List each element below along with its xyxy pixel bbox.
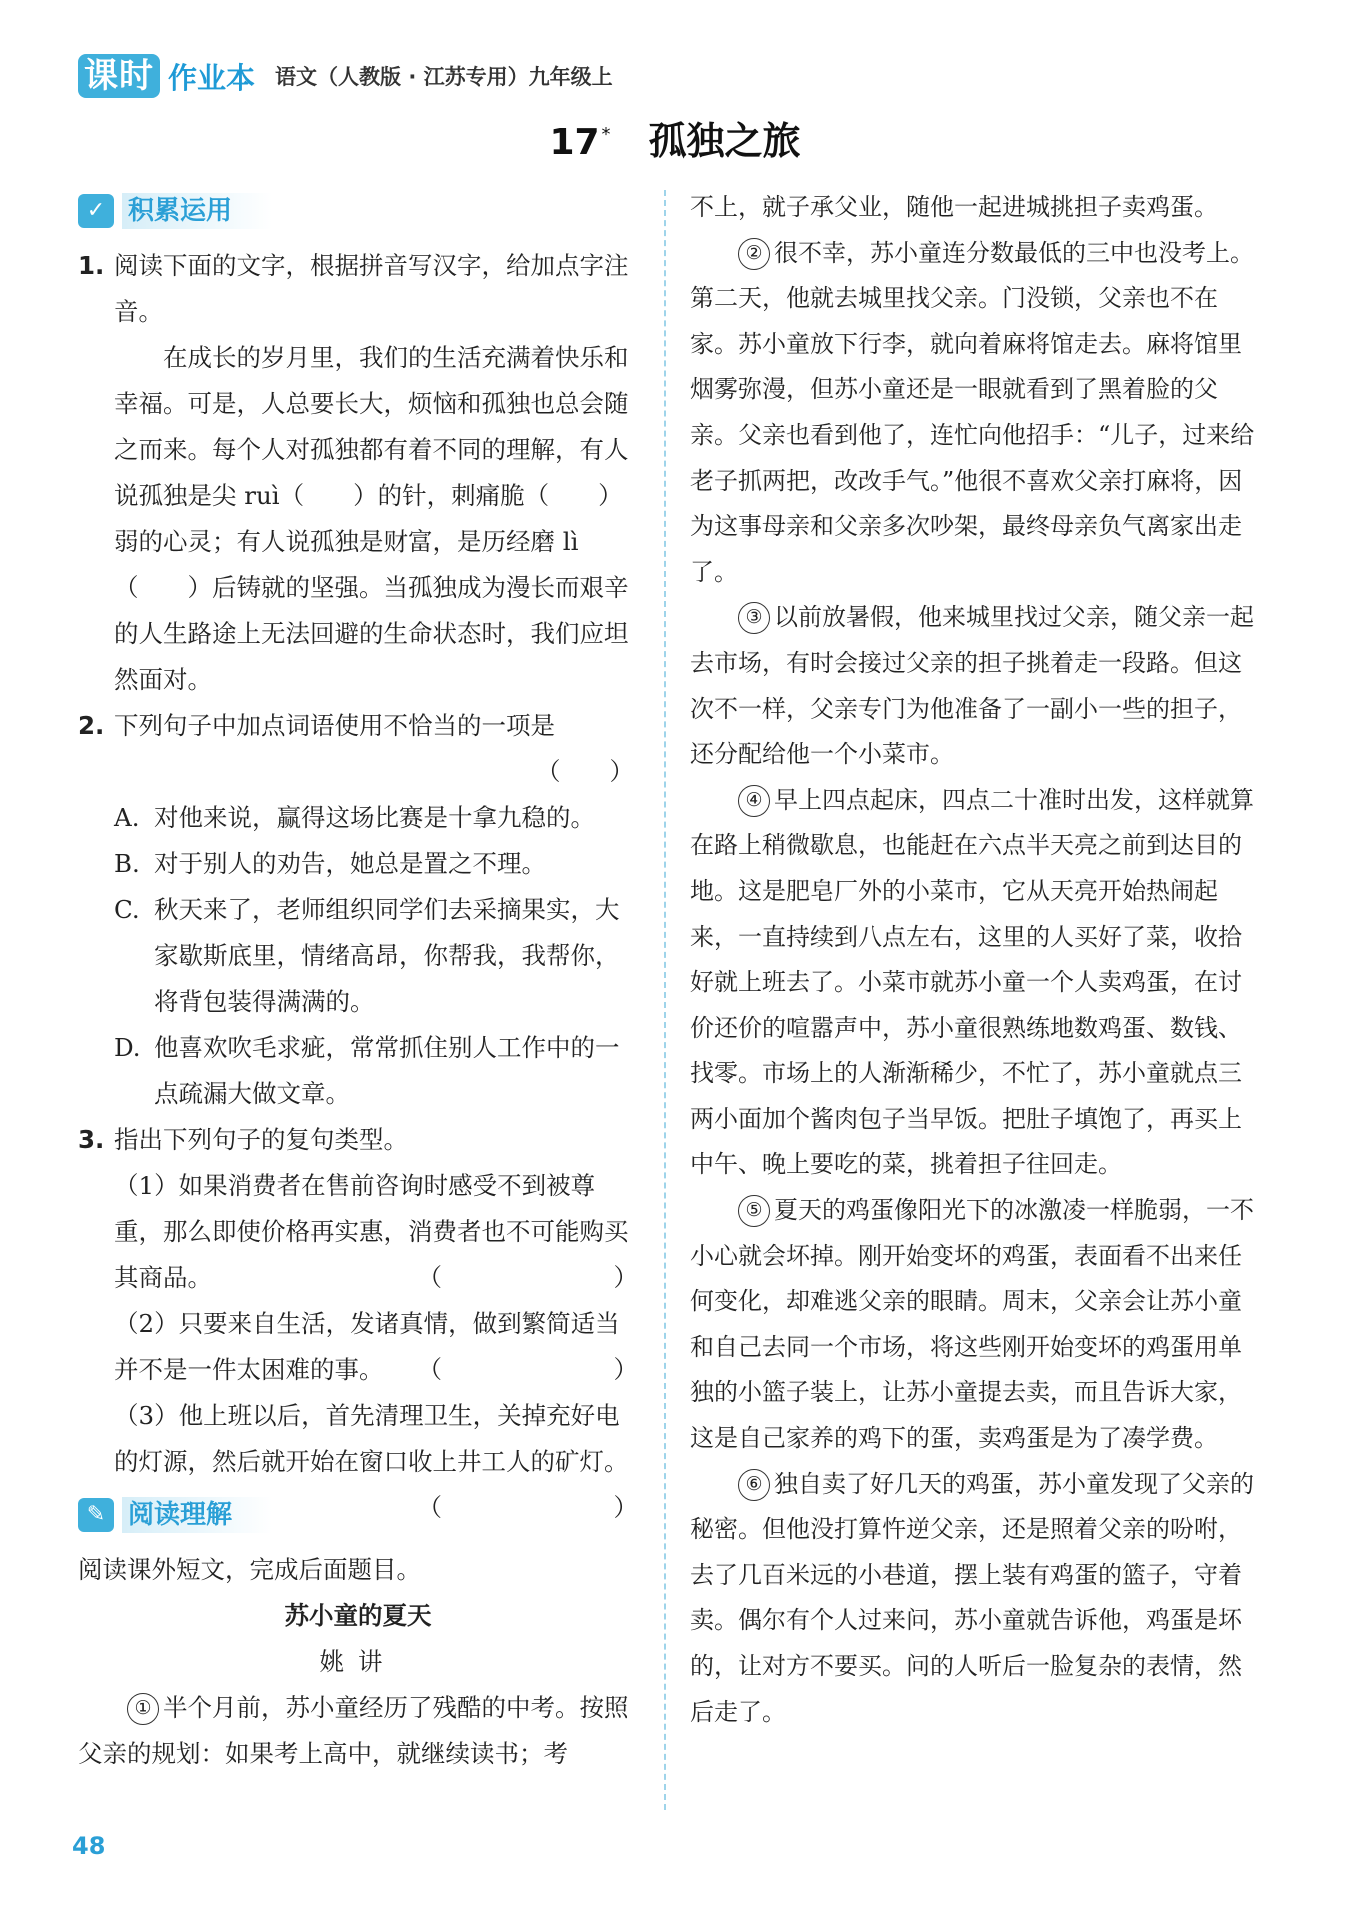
subject-label: 语文（人教版 · 江苏专用）九年级上 xyxy=(275,65,613,89)
paragraph-number: ⑥ xyxy=(738,1469,770,1501)
option-letter: A. xyxy=(114,803,140,832)
section-header-accumulation xyxy=(78,185,638,237)
article-paragraph-1-continued: 不上，就子承父业，随他一起进城挑担子卖鸡蛋。 xyxy=(690,193,1218,221)
lesson-number: 17 xyxy=(549,122,600,163)
sub-question-2 xyxy=(114,1301,638,1393)
lesson-title xyxy=(0,110,1350,165)
brand-book-name: 作业本 xyxy=(168,60,256,95)
article-paragraph-6 xyxy=(690,1462,1260,1736)
question-2 xyxy=(78,703,638,1117)
paragraph-text: 半个月前，苏小童经历了残酷的中考。按照父亲的规划：如果考上高中，就继续读书；考 xyxy=(78,1693,629,1768)
article-author: 姚讲 xyxy=(319,1647,397,1676)
paragraph-number: ② xyxy=(738,238,770,270)
option-letter: B. xyxy=(114,849,140,878)
answer-bracket[interactable]: （ ） xyxy=(417,1263,638,1292)
section-label: 阅读理解 xyxy=(122,1497,272,1533)
option-b[interactable] xyxy=(114,841,638,887)
option-text: 对于别人的劝告，她总是置之不理。 xyxy=(154,849,546,878)
sub-question-text: （3）他上班以后，首先清理卫生，关掉充好电的灯源，然后就开始在窗口收上井工人的矿灯。 xyxy=(114,1401,629,1476)
paragraph-number: ④ xyxy=(738,785,770,817)
option-letter: C. xyxy=(114,895,140,924)
option-text: 他喜欢吹毛求疵，常常抓住别人工作中的一点疏漏大做文章。 xyxy=(154,1033,620,1108)
paragraph-text: 独自卖了好几天的鸡蛋，苏小童发现了父亲的秘密。但他没打算忤逆父亲，还是照着父亲的吩咐，去了几百米远的小巷道，摆上装有鸡蛋的篮子，守着卖。偶尔有个人过来问，苏小童就告诉他，鸡蛋是坏的，让对方不要买。问的人听后一脸复杂的表情，然后走了。 xyxy=(690,1469,1254,1726)
paragraph-number: ③ xyxy=(738,602,770,634)
right-column xyxy=(690,185,1260,1735)
sub-question-text: （2）只要来自生活，发诸真情，做到繁简适当并不是一件太困难的事。 xyxy=(114,1309,620,1384)
page-number: 48 xyxy=(72,1832,106,1860)
article-paragraph-2 xyxy=(690,231,1260,596)
section-label: 积累运用 xyxy=(122,193,272,229)
article-paragraph-3 xyxy=(690,595,1260,777)
question-number: 3. xyxy=(78,1125,105,1154)
paragraph-text: 早上四点起床，四点二十准时出发，这样就算在路上稍微歇息，也能赶在六点半天亮之前到达目的地。这是肥皂厂外的小菜市，它从天亮开始热闹起来，一直持续到八点左右，这里的人买好了菜，收拾好就上班去了。小菜市就苏小童一个人卖鸡蛋，在讨价还价的喧嚣声中，苏小童很熟练地数鸡蛋、数钱、找零。市场上的人渐渐稀少，不忙了，苏小童就点三两小面加个酱肉包子当早饭。把肚子填饱了，再买上中午、晚上要吃的菜，挑着担子往回走。 xyxy=(690,785,1254,1179)
paragraph-text: 以前放暑假，他来城里找过父亲，随父亲一起去市场，有时会接过父亲的担子挑着走一段路。但这次不一样，父亲专门为他准备了一副小一些的担子，还分配给他一个小菜市。 xyxy=(690,603,1254,769)
paragraph-text: 很不幸，苏小童连分数最低的三中也没考上。第二天，他就去城里找父亲。门没锁，父亲也不在家。苏小童放下行李，就向着麻将馆走去。麻将馆里烟雾弥漫，但苏小童还是一眼就看到了黑着脸的父亲。父亲也看到他了，连忙向他招手：“儿子，过来给老子抓两把，改改手气。”他很不喜欢父亲打麻将，因为这事母亲和父亲多次吵架，最终母亲负气离家出走了。 xyxy=(690,238,1255,586)
article-title: 苏小童的夏天 xyxy=(284,1601,432,1630)
article-paragraph-5 xyxy=(690,1188,1260,1462)
lesson-star: * xyxy=(601,124,611,146)
left-column xyxy=(78,185,638,1777)
question-number: 1. xyxy=(78,251,105,280)
article-paragraph-1 xyxy=(78,1685,638,1777)
sub-question-1 xyxy=(114,1163,638,1301)
header-brand xyxy=(78,54,613,98)
column-divider xyxy=(664,190,666,1810)
answer-bracket[interactable]: （ ） xyxy=(536,757,634,786)
reading-instruction: 阅读课外短文，完成后面题目。 xyxy=(78,1555,421,1584)
question-stem: 下列句子中加点词语使用不恰当的一项是 xyxy=(114,711,555,740)
question-number: 2. xyxy=(78,711,105,740)
article-paragraph-4 xyxy=(690,778,1260,1188)
option-d[interactable] xyxy=(114,1025,638,1117)
option-c[interactable] xyxy=(114,887,638,1025)
brand-logo: 课时 xyxy=(78,54,160,98)
question-1 xyxy=(78,243,638,703)
option-letter: D. xyxy=(114,1033,141,1062)
answer-bracket[interactable]: （ ） xyxy=(417,1493,638,1522)
option-a[interactable] xyxy=(114,795,638,841)
checkmark-icon: ✓ xyxy=(78,194,114,228)
section-header-reading xyxy=(78,1489,418,1541)
paragraph-number: ① xyxy=(127,1693,159,1725)
option-text: 秋天来了，老师组织同学们去采摘果实，大家歇斯底里，情绪高昂，你帮我，我帮你，将背包装得满满的。 xyxy=(154,895,620,1016)
answer-bracket[interactable]: （ ） xyxy=(417,1355,638,1384)
sub-question-text: （1）如果消费者在售前咨询时感受不到被尊重，那么即使价格再实惠，消费者也不可能购买其商品。 xyxy=(114,1171,629,1292)
option-text: 对他来说，赢得这场比赛是十拿九稳的。 xyxy=(154,803,595,832)
pencil-icon: ✎ xyxy=(78,1498,114,1532)
paragraph-number: ⑤ xyxy=(738,1195,770,1227)
question-stem: 指出下列句子的复句类型。 xyxy=(114,1125,408,1154)
question-stem: 阅读下面的文字，根据拼音写汉字，给加点字注音。 xyxy=(114,251,629,326)
question-passage: 在成长的岁月里，我们的生活充满着快乐和幸福。可是，人总要长大，烦恼和孤独也总会随之而来。每个人对孤独都有着不同的理解，有人说孤独是尖 ruì（ ）的针，刺痛脆（ ）弱的心灵；有人说孤独是财富，是历经磨 lì（ ）后铸就的坚强。当孤独成为漫长而艰辛的人生路途上无法回避的生命状态时，我们应坦然面对。 xyxy=(114,343,629,694)
lesson-name: 孤独之旅 xyxy=(648,119,801,163)
paragraph-text: 夏天的鸡蛋像阳光下的冰激凌一样脆弱，一不小心就会坏掉。刚开始变坏的鸡蛋，表面看不出来任何变化，却难逃父亲的眼睛。周末，父亲会让苏小童和自己去同一个市场，将这些刚开始变坏的鸡蛋用单独的小篮子装上，让苏小童提去卖，而且告诉大家，这是自己家养的鸡下的蛋，卖鸡蛋是为了凑学费。 xyxy=(690,1196,1254,1453)
